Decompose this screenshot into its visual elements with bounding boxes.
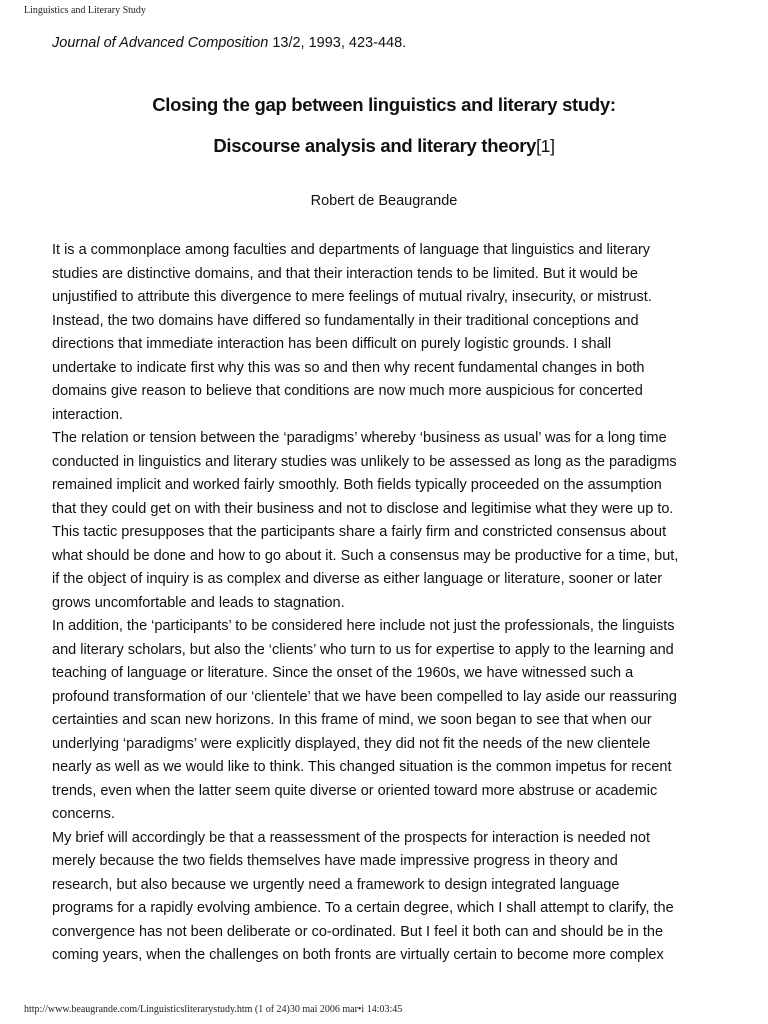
text-line: merely because the two fields themselves have made impressive progress in theory and [52,853,618,869]
text-line: that they could get on with their business and not to disclose and legitimise what they were up to. [52,500,674,517]
text-line: conducted in linguistics and literary studies was unlikely to be assessed as long as the paradigms [52,453,677,470]
text-line: research, but also because we urgently need a framework to design integrated language [52,876,620,893]
paragraph-3 [52,615,716,827]
journal-name: Journal of Advanced Composition [52,35,269,51]
text-line: interaction. [52,406,123,423]
article-body [52,239,716,968]
text-line: The relation or tension between the ‘paradigms’ whereby ‘business as usual’ was for a long time [52,430,667,446]
text-line: what should be done and how to go about it. Such a consensus may be productive for a time, but, [52,547,679,564]
text-line: coming years, when the challenges on both fronts are virtually certain to become more complex [52,947,664,963]
text-line: convergence has not been deliberate or co-ordinated. But I feel it both can and should be in the [52,923,664,940]
text-line: domains give reason to believe that conditions are now much more auspicious for concerted [52,383,643,399]
article-subtitle: Discourse analysis and literary theory [213,135,537,156]
text-line: grows uncomfortable and leads to stagnation. [52,594,345,611]
text-line: certainties and scan new horizons. In this frame of mind, we soon began to see that when our [52,712,652,728]
article-title-line-2 [0,135,768,157]
text-line: undertake to indicate first why this was so and then why recent fundamental changes in both [52,359,645,376]
text-line: concerns. [52,806,115,822]
text-line: teaching of language or literature. Since the onset of the 1960s, we have witnessed such a [52,665,634,681]
citation-details: 13/2, 1993, 423-448. [268,35,407,51]
article-title-line-1: Closing the gap between linguistics and literary study: [152,94,616,115]
text-line: and literary scholars, but also the ‘clients’ who turn to us for expertise to apply to the learning and [52,641,674,658]
text-line: trends, even when the latter seem quite diverse or oriented toward more abstruse or academic [52,782,658,799]
text-line: In addition, the ‘participants’ to be considered here include not just the professionals, the linguists [52,618,675,634]
text-line: nearly as well as we would like to think. This changed situation is the common impetus for recent [52,759,672,775]
journal-citation [52,35,406,51]
text-line: This tactic presupposes that the participants share a fairly firm and constricted consensus about [52,524,667,540]
page-footer-url: http://www.beaugrande.com/Linguisticsliterarystudy.htm (1 of 24)30 mai 2006 mar•i 14:03:45 [24,1004,403,1015]
text-line: directions that immediate interaction has been difficult on purely logistic grounds. I shall [52,336,612,352]
running-header-title: Linguistics and Literary Study [24,5,146,16]
text-line: unjustified to attribute this divergence to mere feelings of mutual rivalry, insecurity, or mistrust. [52,289,652,305]
text-line: It is a commonplace among faculties and departments of language that linguistics and literary [52,242,651,258]
footnote-reference-link[interactable]: [1] [536,136,555,156]
text-line: profound transformation of our ‘clientele’ that we have been compelled to lay aside our reassuring [52,688,677,705]
text-line: underlying ‘paradigms’ were explicitly displayed, they did not fit the needs of the new clientele [52,735,651,752]
author-name: Robert de Beaugrande [310,193,458,209]
paragraph-1 [52,239,716,427]
text-line: if the object of inquiry is as complex and diverse as either language or literature, sooner or later [52,571,663,587]
text-line: studies are distinctive domains, and that their interaction tends to be limited. But it would be [52,265,638,282]
paragraph-2 [52,427,716,615]
text-line: remained implicit and worked fairly smoothly. Both fields typically proceeded on the assumption [52,477,662,493]
text-line: Instead, the two domains have differed so fundamentally in their traditional conceptions and [52,312,639,329]
text-line: programs for a rapidly evolving ambience. To a certain degree, which I shall attempt to clarify, the [52,900,674,916]
text-line: My brief will accordingly be that a reassessment of the prospects for interaction is needed not [52,829,651,846]
paragraph-4 [52,827,716,968]
